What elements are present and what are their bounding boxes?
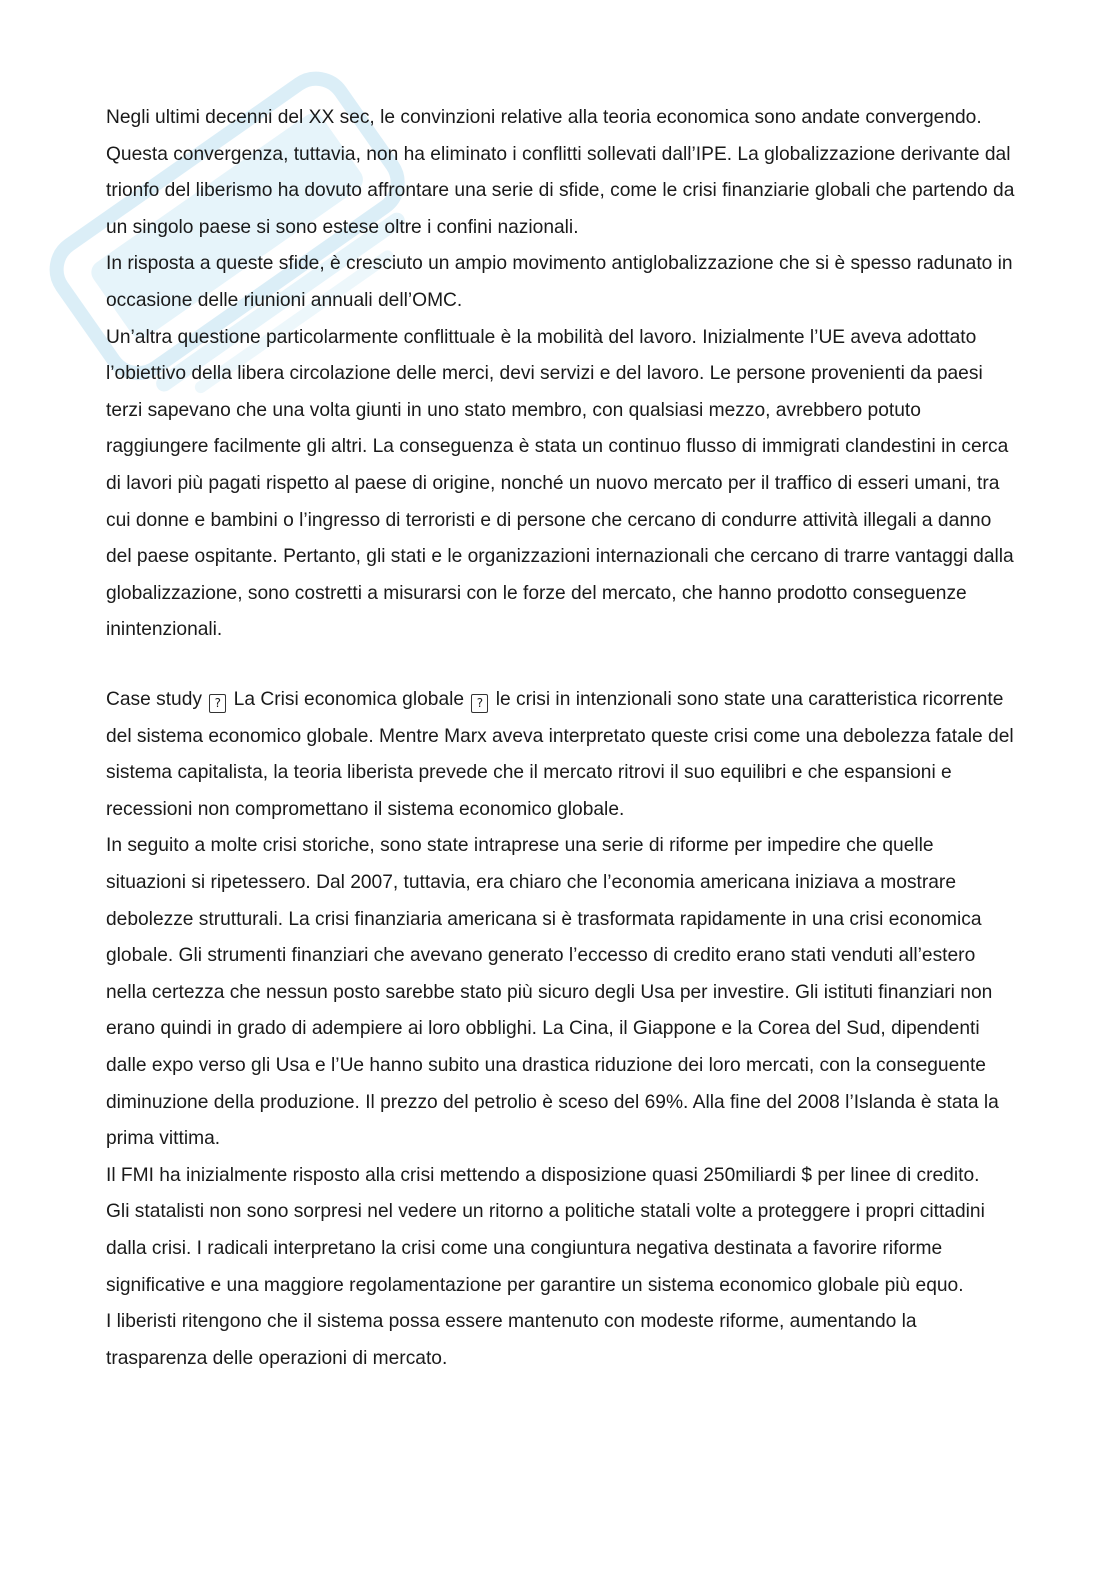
missing-glyph-icon: ?	[209, 694, 226, 713]
case-study-paragraph	[106, 682, 1018, 828]
case-study-title: La Crisi economica globale	[233, 689, 465, 710]
section-intro	[106, 100, 1018, 649]
paragraph: Il FMI ha inizialmente risposto alla crisi mettendo a disposizione quasi 250miliardi $ per linee di credito.	[106, 1164, 980, 1186]
missing-glyph-icon: ?	[471, 694, 488, 713]
paragraph: Negli ultimi decenni del XX sec, le convinzioni relative alla teoria economica sono andate convergendo. Questa convergenza, tuttavia, non ha eliminato i conflitti sollevati dall’IPE. La globalizzazione derivante dal trionfo del liberismo ha dovuto affrontare una serie di sfide, come le crisi finanziarie globali che partendo da un singolo paese si sono estese oltre i confini nazionali.	[106, 107, 1015, 238]
paragraph: I liberisti ritengono che il sistema possa essere mantenuto con modeste riforme, aumentando la trasparenza delle operazioni di mercato.	[106, 1311, 917, 1369]
case-study-label: Case study	[106, 689, 202, 710]
paragraph: In seguito a molte crisi storiche, sono state intraprese una serie di riforme per impedire che quelle situazioni si ripetessero. Dal 2007, tuttavia, era chiaro che l’economia americana iniziava a mostrare debolezze strutturali. La crisi finanziaria americana si è trasformata rapidamente in una crisi economica globale. Gli strumenti finanziari che avevano generato l’eccesso di credito erano stati venduti all’estero nella certezza che nessun posto sarebbe stato più sicuro degli Usa per investire. Gli istituti finanziari non erano quindi in grado di adempiere ai loro obblighi. La Cina, il Giappone e la Corea del Sud, dipendenti dalle expo verso gli Usa e l’Ue hanno subito una drastica riduzione dei loro mercati, con la conseguente diminuzione della produzione. Il prezzo del petrolio è sceso del 69%. Alla fine del 2008 l’Islanda è stata la prima vittima.	[106, 835, 999, 1150]
case-study-text: le crisi in intenzionali sono state una caratteristica ricorrente del sistema economico globale. Mentre Marx aveva interpretato queste crisi come una debolezza fatale del sistema capitalista, la teoria liberista prevede che il mercato ritrovi il suo equilibri e che espansioni e recessioni non compromettano il sistema economico globale.	[106, 689, 1014, 820]
paragraph: Un’altra questione particolarmente conflittuale è la mobilità del lavoro. Inizialmente l’UE aveva adottato l’obiettivo della libera circolazione delle merci, devi servizi e del lavoro. Le persone provenienti da paesi terzi sapevano che una volta giunti in uno stato membro, con qualsiasi mezzo, avrebbero potuto raggiungere facilmente gli altri. La conseguenza è stata un continuo flusso di immigrati clandestini in cerca di lavori più pagati rispetto al paese di origine, nonché un nuovo mercato per il traffico di esseri umani, tra cui donne e bambini o l’ingresso di terroristi e di persone che cercano di condurre attività illegali a danno del paese ospitante. Pertanto, gli stati e le organizzazioni internazionali che cercano di trarre vantaggi dalla globalizzazione, sono costretti a misurarsi con le forze del mercato, che hanno prodotto conseguenze inintenzionali.	[106, 326, 1014, 641]
paragraph: Gli statalisti non sono sorpresi nel vedere un ritorno a politiche statali volte a proteggere i propri cittadini dalla crisi. I radicali interpretano la crisi come una congiuntura negativa destinata a favorire riforme significative e una maggiore regolamentazione per garantire un sistema economico globale più equo.	[106, 1201, 985, 1296]
paragraph: In risposta a queste sfide, è cresciuto un ampio movimento antiglobalizzazione che si è spesso radunato in occasione delle riunioni annuali dell’OMC.	[106, 253, 1013, 311]
section-case-study	[106, 682, 1018, 1377]
